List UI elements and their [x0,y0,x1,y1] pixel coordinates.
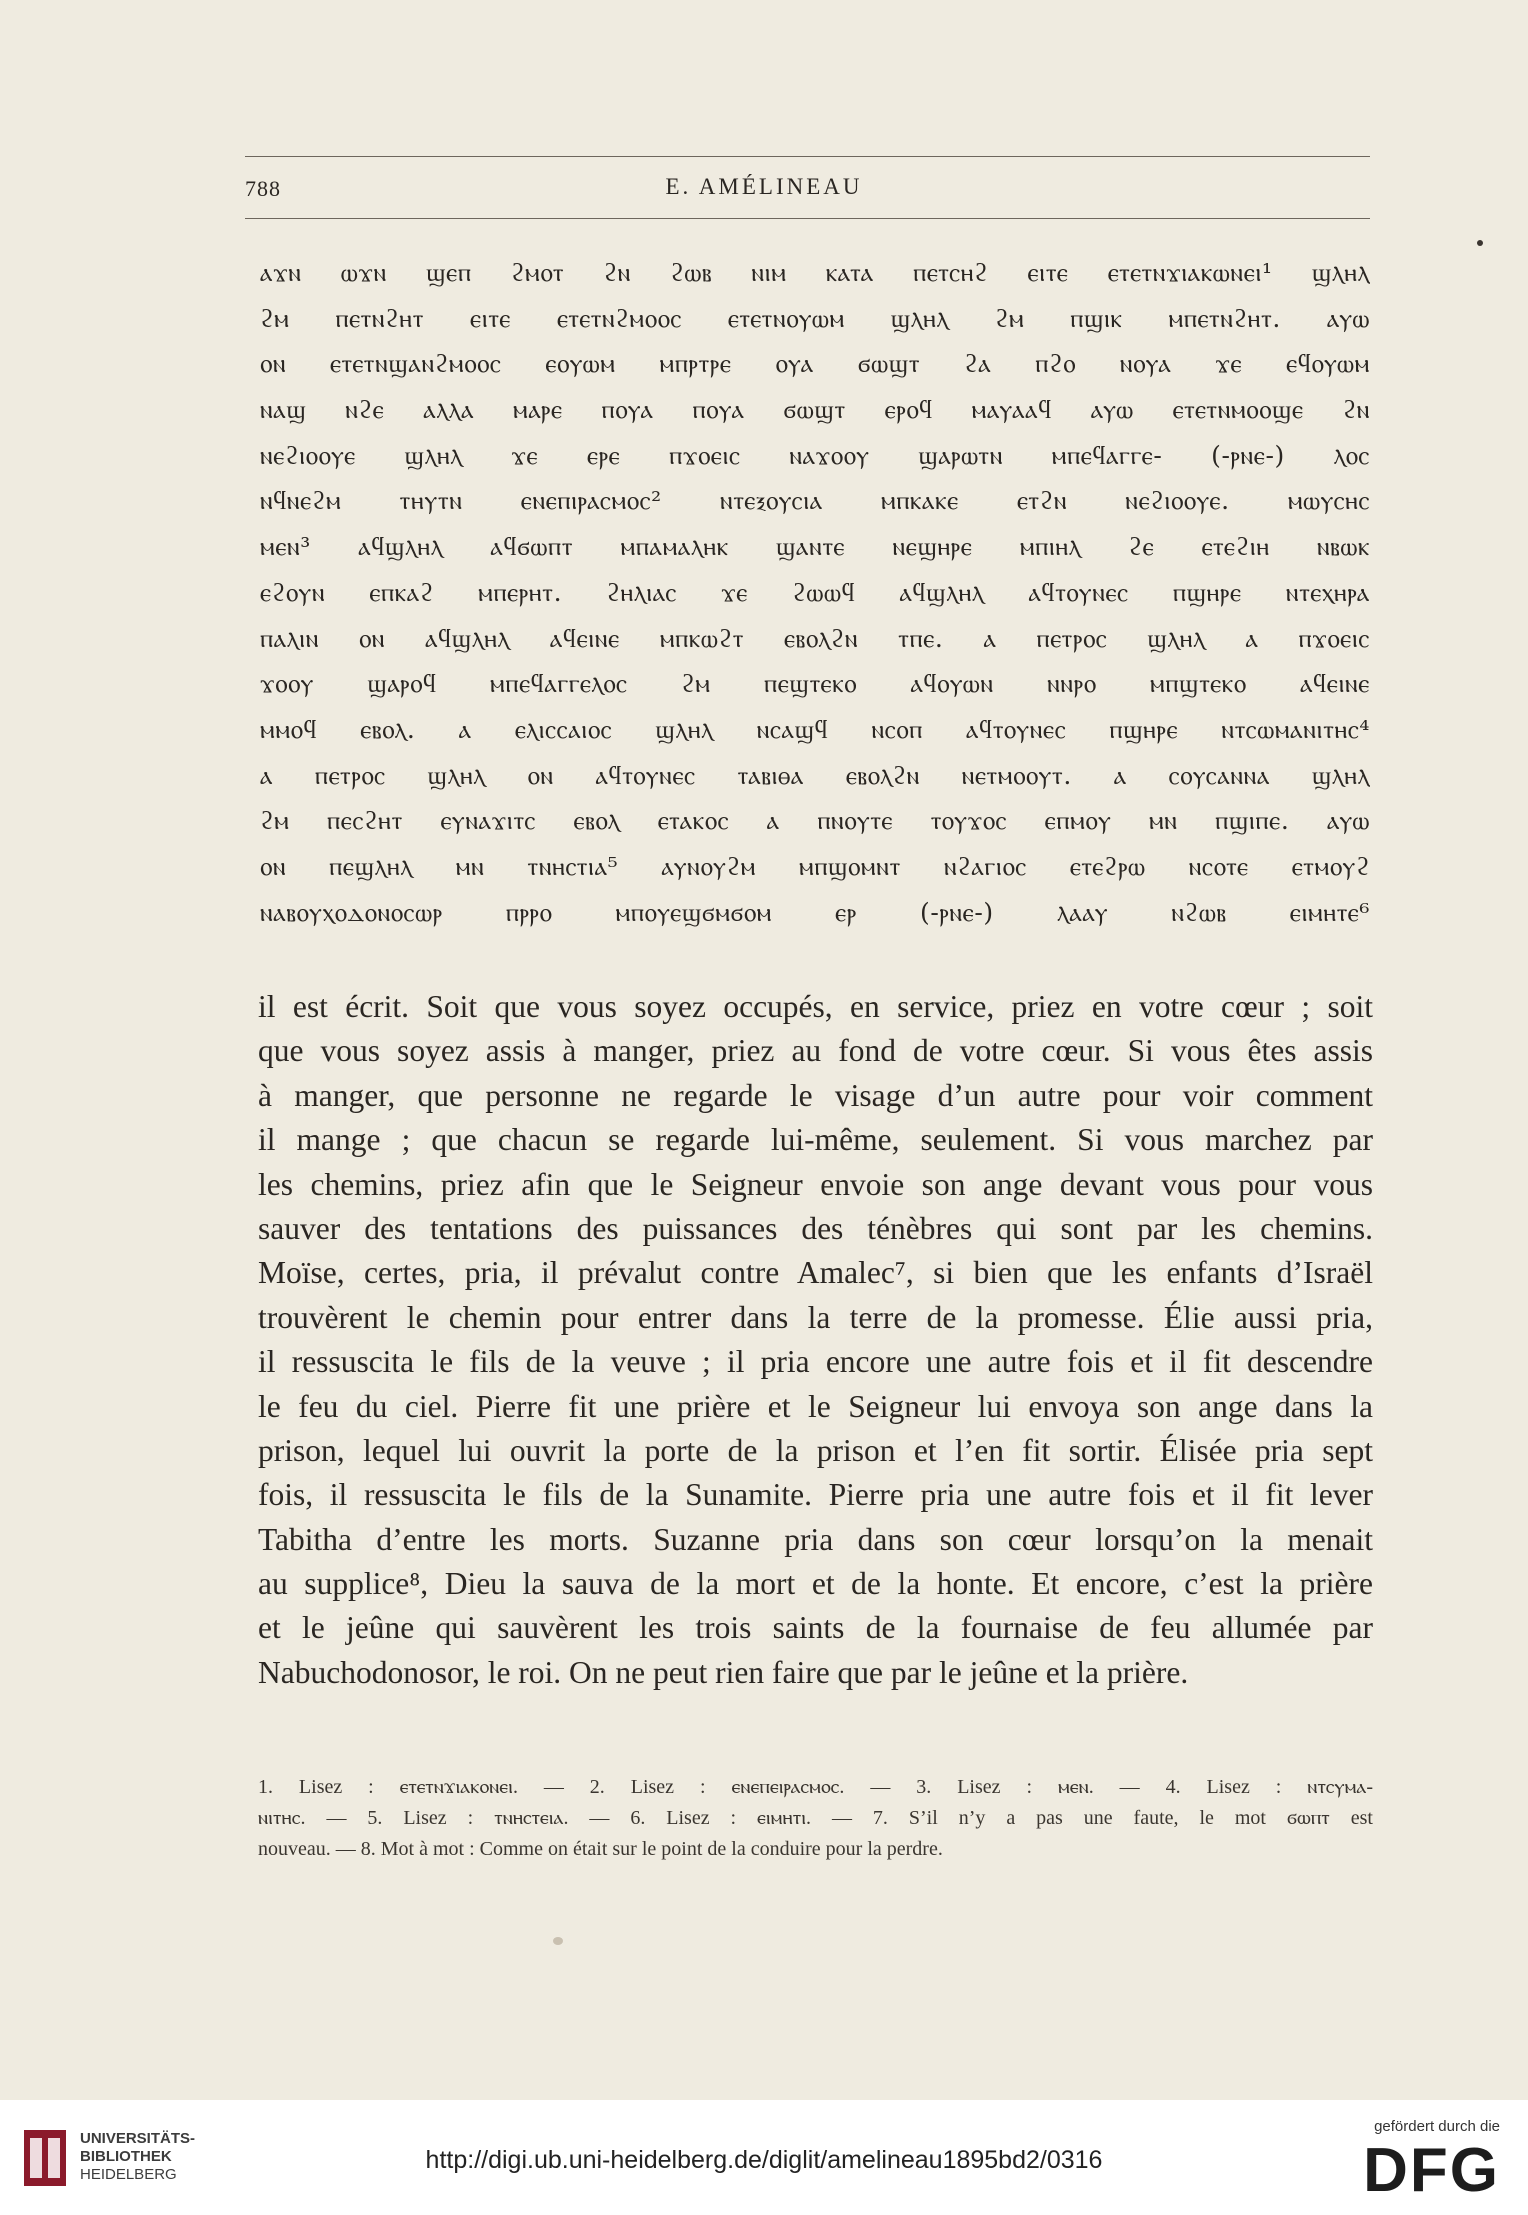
coptic-line: ⲛⲉϩⲓⲟⲟⲩⲉ ϣⲗⲏⲗ ϫⲉ ⲉⲣⲉ ⲡϫⲟⲉⲓⲥ ⲛⲁϫⲟⲟⲩ ϣⲁⲣⲱⲧⲛ ⲙⲡⲉϥⲁⲅⲅⲉ- (-ⲣⲛⲉ-) ⲗⲟⲥ [260,440,1370,470]
coptic-line: ϫⲟⲟⲩ ϣⲁⲣⲟϥ ⲙⲡⲉϥⲁⲅⲅⲉⲗⲟⲥ ϩⲙ ⲡⲉϣⲧⲉⲕⲟ ⲁϥⲟⲩⲱⲛ ⲛⲛⲣⲟ ⲙⲡϣⲧⲉⲕⲟ ⲁϥⲉⲓⲛⲉ [260,669,1370,699]
translation-line: sauver des tentations des puissances des ténèbres qui sont par les chemins. [258,1210,1373,1246]
footnotes-block [258,1772,1373,1865]
coptic-line: ⲉϩⲟⲩⲛ ⲉⲡⲕⲁϩ ⲙⲡⲉⲣⲏⲧ. ϩⲏⲗⲓⲁⲥ ϫⲉ ϩⲱⲱϥ ⲁϥϣⲗⲏⲗ ⲁϥⲧⲟⲩⲛⲉⲥ ⲡϣⲏⲣⲉ ⲛⲧⲉⲭⲏⲣⲁ [260,577,1370,607]
translation-line: les chemins, priez afin que le Seigneur envoie son ange devant vous pour vous [258,1166,1373,1202]
translation-line: au supplice⁸, Dieu la sauva de la mort et de la honte. Et encore, c’est la prière [258,1566,1373,1602]
coptic-line: ϩⲙ ⲡⲉⲧⲛϩⲏⲧ ⲉⲓⲧⲉ ⲉⲧⲉⲧⲛϩⲙⲟⲟⲥ ⲉⲧⲉⲧⲛⲟⲩⲱⲙ ϣⲗⲏⲗ ϩⲙ ⲡϣⲓⲕ ⲙⲡⲉⲧⲛϩⲏⲧ. ⲁⲩⲱ [260,303,1370,333]
coptic-line: ⲟⲛ ⲉⲧⲉⲧⲛϣⲁⲛϩⲙⲟⲟⲥ ⲉⲟⲩⲱⲙ ⲙⲡⲣⲧⲣⲉ ⲟⲩⲁ ϭⲱϣⲧ ϩⲁ ⲡϩⲟ ⲛⲟⲩⲁ ϫⲉ ⲉϥⲟⲩⲱⲙ [260,349,1370,379]
translation-line: il mange ; que chacun se regarde lui-même, seulement. Si vous marchez par [258,1122,1373,1158]
margin-dot [1477,240,1483,246]
library-name-line2: BIBLIOTHEK [80,2148,172,2165]
running-title: E. AMÉLINEAU [665,174,863,199]
translation-line: Tabitha d’entre les morts. Suzanne pria dans son cœur lorsqu’on la menait [258,1521,1373,1557]
coptic-line: ⲡⲁⲗⲓⲛ ⲟⲛ ⲁϥϣⲗⲏⲗ ⲁϥⲉⲓⲛⲉ ⲙⲡⲕⲱϩⲧ ⲉⲃⲟⲗϩⲛ ⲧⲡⲉ. ⲁ ⲡⲉⲧⲣⲟⲥ ϣⲗⲏⲗ ⲁ ⲡϫⲟⲉⲓⲥ [260,623,1370,653]
coptic-line: ⲙⲙⲟϥ ⲉⲃⲟⲗ. ⲁ ⲉⲗⲓⲥⲥⲁⲓⲟⲥ ϣⲗⲏⲗ ⲛⲥⲁϣϥ ⲛⲥⲟⲡ ⲁϥⲧⲟⲩⲛⲉⲥ ⲡϣⲏⲣⲉ ⲛⲧⲥⲱⲙⲁⲛⲓⲧⲏⲥ⁴ [260,714,1370,744]
translation-line: le feu du ciel. Pierre fit une prière et le Seigneur lui envoya son ange dans la [258,1388,1373,1424]
translation-line: fois, il ressuscita le fils de la Sunamite. Pierre pria une autre fois et il fit lever [258,1477,1373,1513]
library-name-line3: HEIDELBERG [80,2166,177,2183]
translation-line: Moïse, certes, pria, il prévalut contre Amalec⁷, si bien que les enfants d’Israël [258,1255,1373,1291]
footnote-line: nouveau. — 8. Mot à mot : Comme on était sur le point de la conduire pour la perdre. [258,1838,943,1860]
coptic-line: ϩⲙ ⲡⲉⲥϩⲏⲧ ⲉⲩⲛⲁϫⲓⲧⲥ ⲉⲃⲟⲗ ⲉⲧⲁⲕⲟⲥ ⲁ ⲡⲛⲟⲩⲧⲉ ⲧⲟⲩϫⲟⲥ ⲉⲡⲙⲟⲩ ⲙⲛ ⲡϣⲓⲡⲉ. ⲁⲩⲱ [260,806,1370,836]
footnote-line: ⲛⲓⲧⲏⲥ. — 5. Lisez : ⲧⲛⲏⲥⲧⲉⲓⲁ. — 6. Lisez : ⲉⲓⲙⲏⲧⲓ. — 7. S’il n’y a pas une faute, le mot ϭⲱⲡⲧ est [258,1807,1373,1829]
translation-line: il est écrit. Soit que vous soyez occupés, en service, priez en votre cœur ; soit [258,989,1373,1024]
paper-speck [553,1937,563,1945]
translation-line: et le jeûne qui sauvèrent les trois saints de la fournaise de feu allumée par [258,1610,1373,1646]
french-translation-block [258,985,1373,1695]
coptic-line: ⲛⲁϣ ⲛϩⲉ ⲁⲗⲗⲁ ⲙⲁⲣⲉ ⲡⲟⲩⲁ ⲡⲟⲩⲁ ϭⲱϣⲧ ⲉⲣⲟϥ ⲙⲁⲩⲁⲁϥ ⲁⲩⲱ ⲉⲧⲉⲧⲛⲙⲟⲟϣⲉ ϩⲛ [260,395,1370,425]
coptic-line: ⲁϫⲛ ⲱϫⲛ ϣⲉⲡ ϩⲙⲟⲧ ϩⲛ ϩⲱⲃ ⲛⲓⲙ ⲕⲁⲧⲁ ⲡⲉⲧⲥⲏϩ ⲉⲓⲧⲉ ⲉⲧⲉⲧⲛϫⲓⲁⲕⲱⲛⲉⲓ¹ ϣⲗⲏⲗ [260,258,1370,287]
translation-line: que vous soyez assis à manger, priez au fond de votre cœur. Si vous êtes assis [258,1033,1373,1069]
translation-line: Nabuchodonosor, le roi. On ne peut rien faire que par le jeûne et la prière. [258,1654,1189,1690]
digitization-footer [0,2100,1528,2215]
sponsor-text: gefördert durch die [1374,2118,1500,2135]
header-top-rule [245,156,1370,157]
coptic-text-block [260,250,1370,935]
dfg-logo: DFG [1363,2136,1500,2205]
coptic-line: ⲛϥⲛⲉϩⲙ ⲧⲏⲩⲧⲛ ⲉⲛⲉⲡⲓⲣⲁⲥⲙⲟⲥ² ⲛⲧⲉⲝⲟⲩⲥⲓⲁ ⲙⲡⲕⲁⲕⲉ ⲉⲧϩⲛ ⲛⲉϩⲓⲟⲟⲩⲉ. ⲙⲱⲩⲥⲏⲥ [260,486,1370,516]
translation-line: prison, lequel lui ouvrit la porte de la prison et l’en fit sortir. Élisée pria sept [258,1432,1373,1468]
page-number: 788 [245,176,281,201]
coptic-line: ⲁ ⲡⲉⲧⲣⲟⲥ ϣⲗⲏⲗ ⲟⲛ ⲁϥⲧⲟⲩⲛⲉⲥ ⲧⲁⲃⲓⲑⲁ ⲉⲃⲟⲗϩⲛ ⲛⲉⲧⲙⲟⲟⲩⲧ. ⲁ ⲥⲟⲩⲥⲁⲛⲛⲁ ϣⲗⲏⲗ [260,760,1370,790]
header-bottom-rule [245,218,1370,219]
footnote-line: 1. Lisez : ⲉⲧⲉⲧⲛϫⲓⲁⲕⲟⲛⲉⲓ. — 2. Lisez : ⲉⲛⲉⲡⲉⲓⲣⲁⲥⲙⲟⲥ. — 3. Lisez : ⲙⲉⲛ. — 4. Lisez : ⲛⲧⲥⲩⲙⲁ- [258,1776,1373,1798]
coptic-line: ⲛⲁⲃⲟⲩⲭⲟⲇⲟⲛⲟⲥⲱⲣ ⲡⲣⲣⲟ ⲙⲡⲟⲩⲉϣϭⲙϭⲟⲙ ⲉⲣ (-ⲣⲛⲉ-) ⲗⲁⲁⲩ ⲛϩⲱⲃ ⲉⲓⲙⲏⲧⲉ⁶ [260,897,1370,927]
translation-line: trouvèrent le chemin pour entrer dans la terre de la promesse. Élie aussi pria, [258,1299,1373,1335]
translation-line: à manger, que personne ne regarde le visage d’un autre pour voir comment [258,1077,1373,1113]
coptic-line: ⲟⲛ ⲡⲉϣⲗⲏⲗ ⲙⲛ ⲧⲛⲏⲥⲧⲓⲁ⁵ ⲁⲩⲛⲟⲩϩⲙ ⲙⲡϣⲟⲙⲛⲧ ⲛϩⲁⲅⲓⲟⲥ ⲉⲧⲉϩⲣⲱ ⲛⲥⲟⲧⲉ ⲉⲧⲙⲟⲩϩ [260,851,1370,881]
coptic-line: ⲙⲉⲛ³ ⲁϥϣⲗⲏⲗ ⲁϥϭⲱⲡⲧ ⲙⲡⲁⲙⲁⲗⲏⲕ ϣⲁⲛⲧⲉ ⲛⲉϣⲏⲣⲉ ⲙⲡⲓⲏⲗ ϩⲉ ⲉⲧⲉϩⲓⲏ ⲛⲃⲱⲕ [260,532,1370,562]
source-url-link[interactable]: http://digi.ub.uni-heidelberg.de/diglit/amelineau1895bd2/0316 [425,2146,1103,2174]
library-name-line1: UNIVERSITÄTS- [80,2130,196,2147]
translation-line: il ressuscita le fils de la veuve ; il pria encore une autre fois et il fit descendre [258,1344,1373,1380]
